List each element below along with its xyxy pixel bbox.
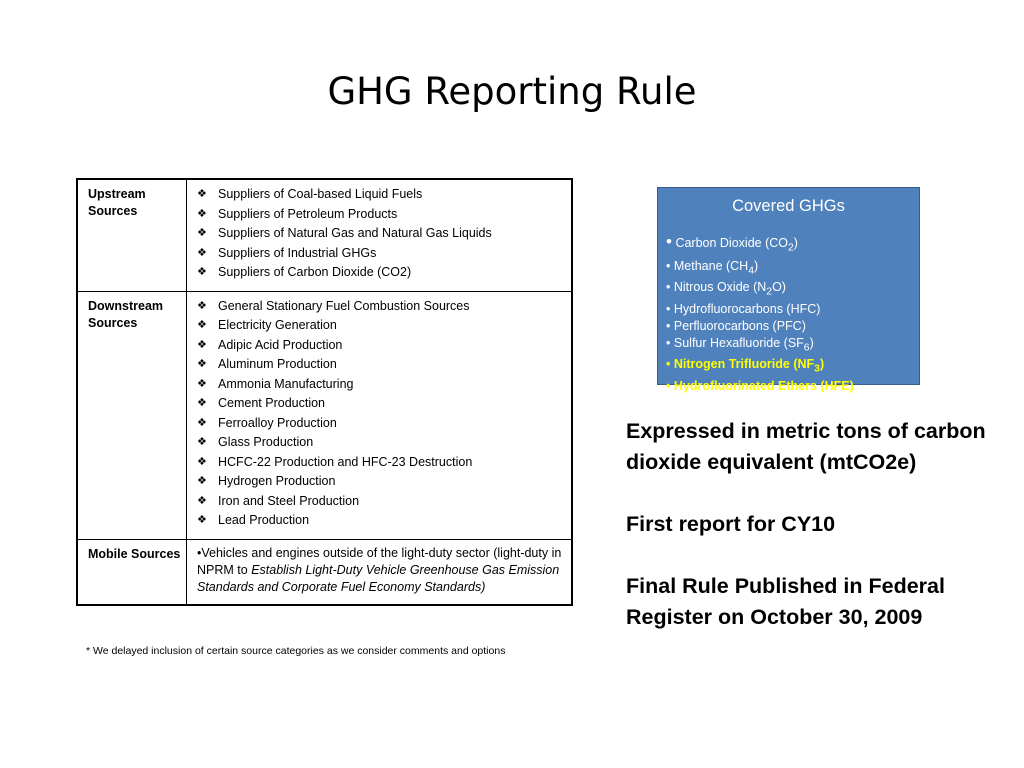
source-item-text: Glass Production <box>218 435 314 449</box>
source-item <box>197 414 567 434</box>
diamond-bullet-icon: ❖ <box>197 358 207 370</box>
bullet-icon: • <box>666 232 672 251</box>
ghg-item <box>666 258 919 280</box>
ghg-item <box>666 318 919 335</box>
diamond-bullet-icon: ❖ <box>197 319 207 331</box>
source-item-text: Hydrogen Production <box>218 474 336 488</box>
source-item <box>197 492 567 512</box>
ghg-item <box>666 378 919 395</box>
diamond-bullet-icon: ❖ <box>197 227 207 239</box>
source-item-text: Iron and Steel Production <box>218 493 360 508</box>
source-item <box>197 316 567 336</box>
diamond-bullet-icon: ❖ <box>197 299 207 312</box>
mobile-sources-text <box>197 545 567 596</box>
diamond-bullet-icon: ❖ <box>197 377 207 390</box>
covered-ghgs-title: Covered GHGs <box>732 197 845 215</box>
bullet-icon: • <box>666 378 671 393</box>
source-item <box>197 375 567 395</box>
source-item-text: Suppliers of Coal-based Liquid Fuels <box>218 187 423 201</box>
ghg-name: Nitrous Oxide (N <box>673 280 767 294</box>
source-item-text: Cement Production <box>218 396 326 410</box>
diamond-bullet-icon: ❖ <box>197 266 207 278</box>
ghg-name-end: ) <box>819 357 825 371</box>
covered-ghgs-list <box>658 232 919 395</box>
source-item <box>197 263 567 283</box>
source-item <box>197 205 567 225</box>
source-item <box>197 511 567 531</box>
diamond-bullet-icon: ❖ <box>197 494 207 507</box>
ghg-subscript: 2 <box>766 286 773 298</box>
bullet-icon: • <box>666 357 671 371</box>
source-item <box>197 355 567 375</box>
source-category: Downstream Sources <box>77 291 187 539</box>
diamond-bullet-icon: ❖ <box>197 514 207 526</box>
ghg-name-end: ) <box>793 236 798 250</box>
footnote: * We delayed inclusion of certain source categories as we consider comments and options <box>86 645 506 657</box>
source-items <box>187 539 573 605</box>
source-items <box>187 179 573 291</box>
bullet-icon: • <box>666 301 671 316</box>
ghg-name: Hydrofluorocarbons (HFC) <box>673 301 821 316</box>
source-row <box>77 291 572 539</box>
source-item-text: Suppliers of Natural Gas and Natural Gas Liquids <box>218 226 492 240</box>
source-item-text: Ammonia Manufacturing <box>218 376 354 391</box>
source-item <box>197 472 567 492</box>
ghg-subscript: 2 <box>787 242 794 254</box>
ghg-subscript: 4 <box>748 265 755 276</box>
first-report-statement: First report for CY10 <box>626 512 836 536</box>
ghg-subscript: 3 <box>814 363 820 375</box>
source-row <box>77 539 572 605</box>
diamond-bullet-icon: ❖ <box>197 416 207 429</box>
slide-title: GHG Reporting Rule <box>327 70 697 113</box>
final-rule-statement: Final Rule Published in Federal Register on October 30, 2009 <box>626 574 945 629</box>
ghg-name: Perfluorocarbons (PFC) <box>673 318 806 333</box>
source-item <box>197 453 567 473</box>
source-item-text: Suppliers of Petroleum Products <box>218 206 398 221</box>
bullet-icon: • <box>666 258 671 273</box>
diamond-bullet-icon: ❖ <box>197 455 207 468</box>
source-item <box>197 394 567 414</box>
ghg-item <box>666 335 919 357</box>
diamond-bullet-icon: ❖ <box>197 207 207 220</box>
ghg-name: Sulfur Hexafluoride (SF <box>673 335 804 350</box>
source-item <box>197 336 567 356</box>
source-item-text: Lead Production <box>218 513 310 527</box>
source-item <box>197 433 567 453</box>
source-item-text: General Stationary Fuel Combustion Sources <box>218 298 470 313</box>
source-item <box>197 297 567 317</box>
source-item-text: Ferroalloy Production <box>218 415 337 430</box>
sources-table <box>76 178 573 606</box>
diamond-bullet-icon: ❖ <box>197 397 207 409</box>
diamond-bullet-icon: ❖ <box>197 246 207 259</box>
source-items <box>187 291 573 539</box>
ghg-name: Methane (CH <box>673 258 749 273</box>
diamond-bullet-icon: ❖ <box>197 475 207 487</box>
source-row <box>77 179 572 291</box>
diamond-bullet-icon: ❖ <box>197 338 207 351</box>
source-item-text: Suppliers of Carbon Dioxide (CO2) <box>218 265 412 279</box>
source-item-text: Suppliers of Industrial GHGs <box>218 245 377 260</box>
ghg-name-end: ) <box>809 335 814 350</box>
source-item-text: Aluminum Production <box>218 357 337 371</box>
mobile-text-italic: Establish Light-Duty Vehicle Greenhouse Gas Emission Standards and Corporate Fuel Economy Standards) <box>197 562 560 594</box>
diamond-bullet-icon: ❖ <box>197 436 207 448</box>
ghg-name: Hydrofluorinated Ethers (HFE) <box>673 378 854 393</box>
source-item <box>197 224 567 244</box>
ghg-item <box>666 232 919 258</box>
ghg-item <box>666 301 919 318</box>
source-item <box>197 244 567 264</box>
source-category: Upstream Sources <box>77 179 187 291</box>
ghg-item <box>666 279 919 301</box>
bullet-icon: • <box>666 318 671 333</box>
source-item-text: HCFC-22 Production and HFC-23 Destruction <box>218 454 473 469</box>
source-item <box>197 185 567 205</box>
bullet-icon: • <box>666 280 671 294</box>
ghg-name-end: O) <box>772 280 786 294</box>
mobile-text-plain: •Vehicles and engines outside of the light-duty sector (light-duty in NPRM to <box>197 545 562 577</box>
ghg-item <box>666 356 919 378</box>
source-item-text: Electricity Generation <box>218 318 337 332</box>
source-category: Mobile Sources <box>77 539 187 605</box>
rule-summary <box>626 416 986 633</box>
ghg-name: Nitrogen Trifluoride (NF <box>673 357 815 371</box>
ghg-name-end: ) <box>754 258 759 273</box>
ghg-name: Carbon Dioxide (CO <box>675 236 788 250</box>
bullet-icon: • <box>666 335 671 350</box>
covered-ghgs-box <box>657 187 920 393</box>
ghg-subscript: 6 <box>803 342 810 353</box>
diamond-bullet-icon: ❖ <box>197 188 207 200</box>
source-item-text: Adipic Acid Production <box>218 337 343 352</box>
units-statement: Expressed in metric tons of carbon dioxide equivalent (mtCO2e) <box>626 419 986 474</box>
